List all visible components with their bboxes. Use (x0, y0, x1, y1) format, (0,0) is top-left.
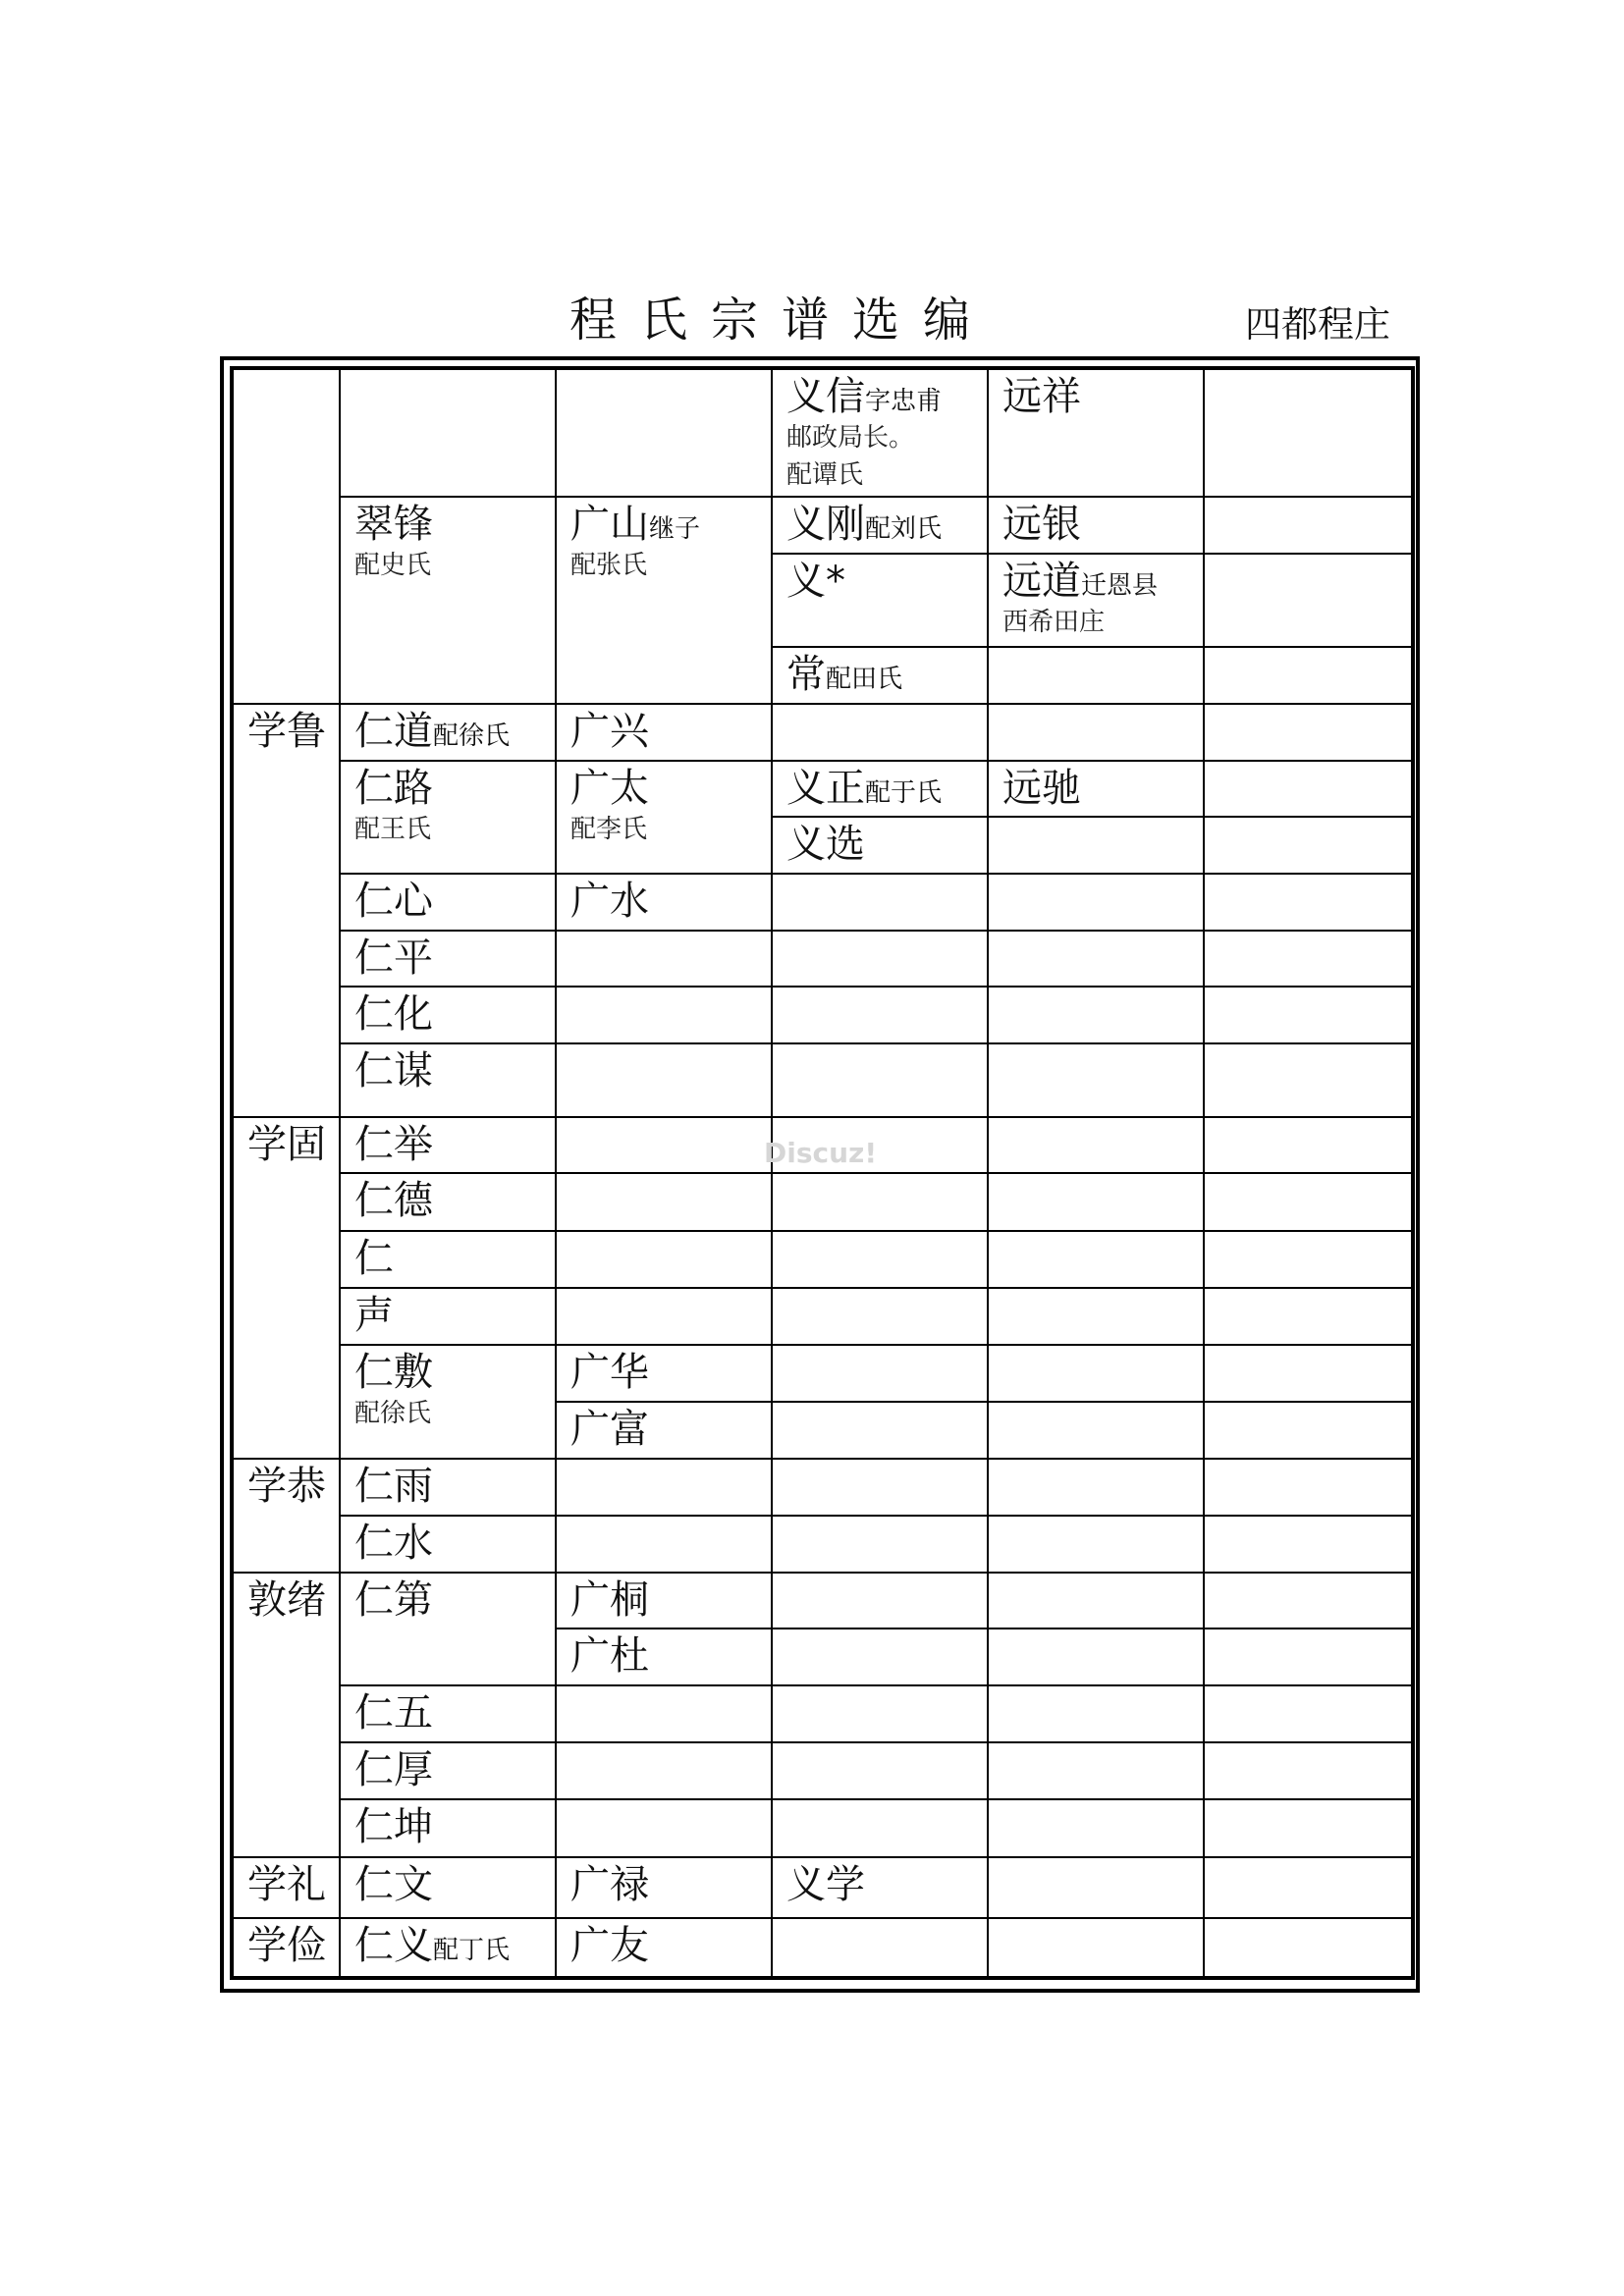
generation-5-cell (988, 1117, 1204, 1173)
generation-3-cell (556, 931, 772, 987)
person-name: 仁心 (354, 879, 433, 924)
person-name: 广水 (570, 879, 649, 924)
person-note: 配于氏 (865, 778, 943, 808)
person-name: 仁厚 (354, 1747, 433, 1792)
table-row (232, 1573, 1413, 1629)
generation-5-cell (988, 1857, 1204, 1918)
generation-5-cell (988, 1173, 1204, 1231)
person-note: 西希田庄 (1002, 608, 1106, 637)
generation-6-cell (1204, 1573, 1413, 1629)
generation-6-cell (1204, 1799, 1413, 1857)
person-name: 义正 (786, 766, 865, 811)
table-row (232, 1918, 1413, 1978)
generation-2-cell (340, 987, 556, 1043)
generation-6-cell (1204, 1459, 1413, 1516)
table-row (232, 1459, 1413, 1516)
generation-4-cell (772, 1516, 988, 1573)
generation-3-cell (556, 1173, 772, 1231)
person-name: 仁谋 (354, 1048, 433, 1094)
person-name: 义刚 (786, 502, 865, 547)
person-note: 配田氏 (826, 665, 903, 694)
person-name: 仁 (354, 1236, 394, 1281)
generation-3-cell (556, 1685, 772, 1742)
generation-5-cell (988, 1345, 1204, 1402)
person-name: 义信 (786, 374, 865, 419)
person-name: 仁德 (354, 1178, 433, 1223)
generation-3-cell (556, 874, 772, 931)
generation-4-cell (772, 1288, 988, 1345)
generation-4-cell (772, 1043, 988, 1117)
person-name: 仁文 (354, 1862, 433, 1907)
generation-2-cell (340, 874, 556, 931)
person-name: 仁化 (354, 991, 433, 1037)
person-name: 义学 (786, 1862, 865, 1907)
generation-4-cell (772, 1573, 988, 1629)
person-name: 广太 (570, 766, 649, 811)
table-row (232, 497, 1413, 554)
generation-5-cell (988, 1573, 1204, 1629)
person-name: 广兴 (570, 709, 649, 754)
generation-3-cell (556, 1516, 772, 1573)
generation-4-cell (772, 1857, 988, 1918)
generation-6-cell (1204, 368, 1413, 497)
generation-6-cell (1204, 647, 1413, 704)
generation-6-cell (1204, 761, 1413, 817)
generation-5-cell (988, 761, 1204, 817)
generation-6-cell (1204, 931, 1413, 987)
generation-6-cell (1204, 1516, 1413, 1573)
person-name: 广杜 (570, 1633, 649, 1679)
person-note: 配刘氏 (865, 514, 943, 544)
generation-3-cell (556, 1345, 772, 1402)
generation-5-cell (988, 1288, 1204, 1345)
table-row (232, 1345, 1413, 1402)
generation-6-cell (1204, 874, 1413, 931)
person-name: 仁平 (354, 935, 433, 981)
person-name: 仁义 (354, 1923, 433, 1968)
generation-4-cell (772, 704, 988, 761)
generation-5-cell (988, 1742, 1204, 1799)
generation-3-cell (556, 1117, 772, 1173)
person-note: 配丁氏 (433, 1936, 511, 1965)
generation-1-cell (232, 1573, 340, 1857)
table-row (232, 1742, 1413, 1799)
generation-6-cell (1204, 1629, 1413, 1685)
generation-5-cell (988, 1629, 1204, 1685)
person-name: 仁举 (354, 1122, 433, 1167)
person-name: 广华 (570, 1350, 649, 1395)
generation-2-cell (340, 1799, 556, 1857)
table-row (232, 1516, 1413, 1573)
person-name: 义* (786, 559, 845, 604)
generation-5-cell (988, 554, 1204, 647)
generation-3-cell (556, 1459, 772, 1516)
table-row (232, 761, 1413, 817)
person-note: 配李氏 (570, 815, 648, 844)
generation-5-cell (988, 497, 1204, 554)
generation-4-cell (772, 1173, 988, 1231)
person-name: 学恭 (247, 1464, 326, 1509)
generation-2-cell (340, 1231, 556, 1288)
generation-3-cell (556, 1573, 772, 1629)
generation-4-cell (772, 1402, 988, 1459)
generation-2-cell (340, 1516, 556, 1573)
generation-5-cell (988, 704, 1204, 761)
generation-5-cell (988, 1043, 1204, 1117)
generation-1-cell (232, 704, 340, 1117)
person-name: 远道 (1002, 559, 1081, 604)
generation-6-cell (1204, 1117, 1413, 1173)
person-name: 学俭 (247, 1923, 326, 1968)
generation-1-cell (232, 1857, 340, 1918)
generation-5-cell (988, 1918, 1204, 1978)
person-note: 迁恩县 (1081, 571, 1159, 601)
generation-6-cell (1204, 1173, 1413, 1231)
generation-6-cell (1204, 1742, 1413, 1799)
person-note: 配张氏 (570, 551, 648, 580)
generation-2-cell (340, 1685, 556, 1742)
generation-5-cell (988, 1685, 1204, 1742)
generation-3-cell (556, 761, 772, 874)
generation-4-cell (772, 1231, 988, 1288)
generation-4-cell (772, 931, 988, 987)
generation-3-cell (556, 497, 772, 704)
generation-2-cell (340, 1288, 556, 1345)
person-note: 配徐氏 (433, 721, 511, 751)
person-name: 敦绪 (247, 1577, 326, 1623)
generation-3-cell (556, 1402, 772, 1459)
generation-2-cell (340, 1459, 556, 1516)
generation-4-cell (772, 874, 988, 931)
generation-4-cell (772, 1629, 988, 1685)
generation-4-cell (772, 1742, 988, 1799)
person-name: 广富 (570, 1407, 649, 1452)
person-name: 仁坤 (354, 1804, 433, 1849)
generation-4-cell (772, 1459, 988, 1516)
page-title: 程氏宗谱选编 (569, 293, 995, 347)
generation-5-cell (988, 817, 1204, 874)
generation-5-cell (988, 368, 1204, 497)
table-row (232, 1043, 1413, 1117)
generation-4-cell (772, 987, 988, 1043)
table-row (232, 987, 1413, 1043)
person-name: 远驰 (1002, 766, 1081, 811)
generation-4-cell (772, 761, 988, 817)
generation-3-cell (556, 987, 772, 1043)
genealogy-table (230, 366, 1415, 1980)
person-name: 声 (354, 1293, 394, 1338)
table-row (232, 931, 1413, 987)
person-name: 广禄 (570, 1862, 649, 1907)
generation-1-cell (232, 368, 340, 704)
generation-6-cell (1204, 1345, 1413, 1402)
generation-4-cell (772, 647, 988, 704)
person-name: 远祥 (1002, 374, 1081, 419)
generation-4-cell (772, 497, 988, 554)
person-name: 学鲁 (247, 709, 326, 754)
table-row (232, 1288, 1413, 1345)
person-name: 仁敷 (354, 1350, 433, 1395)
generation-1-cell (232, 1459, 340, 1573)
generation-6-cell (1204, 1857, 1413, 1918)
generation-3-cell (556, 1857, 772, 1918)
generation-6-cell (1204, 1288, 1413, 1345)
generation-4-cell (772, 817, 988, 874)
generation-3-cell (556, 1288, 772, 1345)
generation-2-cell (340, 1117, 556, 1173)
person-name: 广山 (570, 502, 649, 547)
generation-3-cell (556, 1742, 772, 1799)
person-note: 字忠甫 (865, 387, 943, 416)
generation-6-cell (1204, 1918, 1413, 1978)
generation-4-cell (772, 1799, 988, 1857)
generation-4-cell (772, 368, 988, 497)
generation-5-cell (988, 874, 1204, 931)
generation-2-cell (340, 1573, 556, 1685)
generation-4-cell (772, 554, 988, 647)
generation-5-cell (988, 1402, 1204, 1459)
generation-6-cell (1204, 554, 1413, 647)
person-note: 邮政局长。 (786, 423, 915, 453)
person-note: 配谭氏 (786, 460, 864, 490)
generation-3-cell (556, 1918, 772, 1978)
table-row (232, 1799, 1413, 1857)
person-name: 仁雨 (354, 1464, 433, 1509)
person-name: 义选 (786, 822, 865, 867)
person-note: 配王氏 (354, 815, 432, 844)
generation-6-cell (1204, 1685, 1413, 1742)
watermark: Discuz! (764, 1137, 878, 1169)
generation-5-cell (988, 931, 1204, 987)
generation-2-cell (340, 704, 556, 761)
generation-2-cell (340, 368, 556, 497)
person-note: 配徐氏 (354, 1399, 432, 1428)
person-name: 远银 (1002, 502, 1081, 547)
table-row (232, 704, 1413, 761)
table-row (232, 1173, 1413, 1231)
table-row (232, 1857, 1413, 1918)
generation-2-cell (340, 1345, 556, 1459)
person-name: 广桐 (570, 1577, 649, 1623)
generation-5-cell (988, 1459, 1204, 1516)
generation-4-cell (772, 1685, 988, 1742)
generation-6-cell (1204, 1231, 1413, 1288)
person-name: 广友 (570, 1923, 649, 1968)
person-name: 常 (786, 652, 826, 697)
generation-6-cell (1204, 704, 1413, 761)
generation-3-cell (556, 1629, 772, 1685)
table-row (232, 874, 1413, 931)
generation-1-cell (232, 1117, 340, 1459)
person-note: 配史氏 (354, 551, 432, 580)
generation-1-cell (232, 1918, 340, 1978)
generation-2-cell (340, 1857, 556, 1918)
generation-2-cell (340, 1043, 556, 1117)
generation-3-cell (556, 1043, 772, 1117)
generation-4-cell (772, 1918, 988, 1978)
table-row (232, 1231, 1413, 1288)
generation-6-cell (1204, 817, 1413, 874)
generation-4-cell (772, 1345, 988, 1402)
generation-3-cell (556, 1799, 772, 1857)
generation-5-cell (988, 987, 1204, 1043)
generation-3-cell (556, 368, 772, 497)
generation-2-cell (340, 1742, 556, 1799)
table-row (232, 368, 1413, 497)
generation-3-cell (556, 704, 772, 761)
generation-2-cell (340, 497, 556, 704)
table-row (232, 1685, 1413, 1742)
generation-5-cell (988, 1516, 1204, 1573)
person-name: 仁第 (354, 1577, 433, 1623)
generation-6-cell (1204, 497, 1413, 554)
person-name: 翠锋 (354, 502, 433, 547)
generation-6-cell (1204, 987, 1413, 1043)
generation-2-cell (340, 1918, 556, 1978)
generation-6-cell (1204, 1402, 1413, 1459)
generation-2-cell (340, 1173, 556, 1231)
person-name: 学固 (247, 1122, 326, 1167)
person-name: 仁道 (354, 709, 433, 754)
location-label: 四都程庄 (1245, 303, 1390, 346)
generation-2-cell (340, 761, 556, 874)
generation-5-cell (988, 1231, 1204, 1288)
person-name: 仁路 (354, 766, 433, 811)
person-name: 学礼 (247, 1862, 326, 1907)
generation-2-cell (340, 931, 556, 987)
generation-6-cell (1204, 1043, 1413, 1117)
person-name: 仁水 (354, 1521, 433, 1566)
generation-5-cell (988, 647, 1204, 704)
generation-5-cell (988, 1799, 1204, 1857)
generation-3-cell (556, 1231, 772, 1288)
person-note: 继子 (649, 514, 701, 544)
person-name: 仁五 (354, 1690, 433, 1735)
